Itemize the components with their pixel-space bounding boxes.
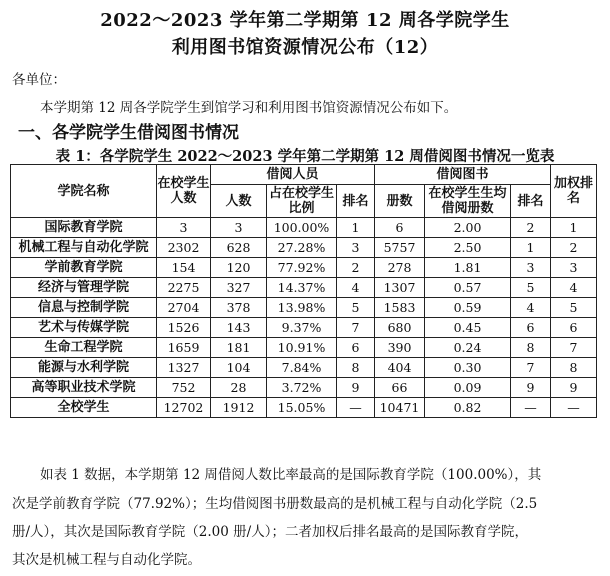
cell-volumes: 680 bbox=[375, 318, 425, 338]
cell-name: 机械工程与自动化学院 bbox=[11, 238, 157, 258]
summary-line-1: 如表 1 数据，本学期第 12 周借阅人数比率最高的是国际教育学院（100.00%），其 bbox=[40, 467, 542, 483]
cell-enrolled: 154 bbox=[157, 258, 211, 278]
cell-rank2: — bbox=[511, 398, 551, 418]
header-volumes: 册数 bbox=[375, 185, 425, 218]
table-caption: 表 1：各学院学生 2022～2023 学年第二学期第 12 周借阅图书情况一览表 bbox=[55, 148, 555, 165]
cell-name: 国际教育学院 bbox=[11, 218, 157, 238]
cell-avg: 0.57 bbox=[425, 278, 511, 298]
cell-enrolled: 1659 bbox=[157, 338, 211, 358]
cell-count: 120 bbox=[211, 258, 267, 278]
cell-volumes: 5757 bbox=[375, 238, 425, 258]
cell-ratio: 9.37% bbox=[267, 318, 337, 338]
header-borrowers-group: 借阅人员 bbox=[211, 165, 375, 185]
cell-rank2: 8 bbox=[511, 338, 551, 358]
cell-count: 378 bbox=[211, 298, 267, 318]
cell-avg: 1.81 bbox=[425, 258, 511, 278]
header-college: 学院名称 bbox=[11, 165, 157, 218]
cell-ratio: 100.00% bbox=[267, 218, 337, 238]
cell-volumes: 278 bbox=[375, 258, 425, 278]
cell-name: 经济与管理学院 bbox=[11, 278, 157, 298]
cell-avg: 0.59 bbox=[425, 298, 511, 318]
table-row bbox=[11, 258, 597, 278]
cell-rank2: 2 bbox=[511, 218, 551, 238]
cell-count: 104 bbox=[211, 358, 267, 378]
cell-name: 信息与控制学院 bbox=[11, 298, 157, 318]
cell-weighted: 4 bbox=[551, 278, 597, 298]
cell-weighted: 2 bbox=[551, 238, 597, 258]
summary-line-3: 册/人），其次是国际教育学院（2.00 册/人）；二者加权后排名最高的是国际教育学院， bbox=[12, 524, 528, 540]
cell-count: 143 bbox=[211, 318, 267, 338]
header-rank1: 排名 bbox=[337, 185, 375, 218]
summary-line-2: 次是学前教育学院（77.92%）；生均借阅图书册数最高的是机械工程与自动化学院（2.5 bbox=[12, 496, 538, 512]
table-row bbox=[11, 338, 597, 358]
cell-ratio: 14.37% bbox=[267, 278, 337, 298]
cell-volumes: 404 bbox=[375, 358, 425, 378]
page-subtitle: 利用图书馆资源情况公布（12） bbox=[171, 37, 439, 58]
cell-rank2: 7 bbox=[511, 358, 551, 378]
cell-name: 全校学生 bbox=[11, 398, 157, 418]
header-count: 人数 bbox=[211, 185, 267, 218]
cell-enrolled: 12702 bbox=[157, 398, 211, 418]
table-row bbox=[11, 398, 597, 418]
borrowing-table bbox=[10, 164, 597, 418]
cell-name: 能源与水利学院 bbox=[11, 358, 157, 378]
cell-avg: 2.50 bbox=[425, 238, 511, 258]
cell-rank1: 8 bbox=[337, 358, 375, 378]
cell-count: 1912 bbox=[211, 398, 267, 418]
cell-rank1: 1 bbox=[337, 218, 375, 238]
cell-avg: 2.00 bbox=[425, 218, 511, 238]
cell-name: 学前教育学院 bbox=[11, 258, 157, 278]
cell-name: 高等职业技术学院 bbox=[11, 378, 157, 398]
table-row bbox=[11, 218, 597, 238]
cell-ratio: 27.28% bbox=[267, 238, 337, 258]
cell-rank1: 5 bbox=[337, 298, 375, 318]
header-avg: 在校学生生均借阅册数 bbox=[425, 185, 511, 218]
table-row bbox=[11, 378, 597, 398]
cell-weighted: 5 bbox=[551, 298, 597, 318]
cell-volumes: 6 bbox=[375, 218, 425, 238]
summary-line-4: 其次是机械工程与自动化学院。 bbox=[12, 552, 201, 568]
cell-enrolled: 3 bbox=[157, 218, 211, 238]
cell-count: 181 bbox=[211, 338, 267, 358]
table-row bbox=[11, 238, 597, 258]
cell-name: 艺术与传媒学院 bbox=[11, 318, 157, 338]
cell-volumes: 10471 bbox=[375, 398, 425, 418]
cell-weighted: 9 bbox=[551, 378, 597, 398]
cell-rank1: 4 bbox=[337, 278, 375, 298]
salutation: 各单位： bbox=[12, 72, 66, 88]
cell-count: 628 bbox=[211, 238, 267, 258]
cell-rank1: 6 bbox=[337, 338, 375, 358]
cell-rank2: 5 bbox=[511, 278, 551, 298]
cell-enrolled: 1526 bbox=[157, 318, 211, 338]
header-books-group: 借阅图书 bbox=[375, 165, 551, 185]
cell-weighted: 7 bbox=[551, 338, 597, 358]
cell-avg: 0.09 bbox=[425, 378, 511, 398]
cell-ratio: 77.92% bbox=[267, 258, 337, 278]
cell-weighted: 3 bbox=[551, 258, 597, 278]
cell-rank1: 7 bbox=[337, 318, 375, 338]
cell-count: 3 bbox=[211, 218, 267, 238]
cell-weighted: 1 bbox=[551, 218, 597, 238]
table-row bbox=[11, 318, 597, 338]
cell-weighted: — bbox=[551, 398, 597, 418]
intro-paragraph: 本学期第 12 周各学院学生到馆学习和利用图书馆资源情况公布如下。 bbox=[40, 100, 458, 116]
cell-rank2: 1 bbox=[511, 238, 551, 258]
cell-ratio: 13.98% bbox=[267, 298, 337, 318]
cell-avg: 0.82 bbox=[425, 398, 511, 418]
cell-ratio: 3.72% bbox=[267, 378, 337, 398]
cell-rank1: 2 bbox=[337, 258, 375, 278]
cell-avg: 0.24 bbox=[425, 338, 511, 358]
cell-count: 327 bbox=[211, 278, 267, 298]
header-ratio: 占在校学生比例 bbox=[267, 185, 337, 218]
cell-enrolled: 1327 bbox=[157, 358, 211, 378]
header-rank2: 排名 bbox=[511, 185, 551, 218]
cell-avg: 0.30 bbox=[425, 358, 511, 378]
cell-ratio: 10.91% bbox=[267, 338, 337, 358]
cell-enrolled: 2302 bbox=[157, 238, 211, 258]
header-weighted-rank: 加权排名 bbox=[551, 165, 597, 218]
cell-enrolled: 2275 bbox=[157, 278, 211, 298]
cell-volumes: 390 bbox=[375, 338, 425, 358]
cell-weighted: 6 bbox=[551, 318, 597, 338]
cell-name: 生命工程学院 bbox=[11, 338, 157, 358]
section-heading: 一、各学院学生借阅图书情况 bbox=[18, 123, 239, 143]
table-row bbox=[11, 298, 597, 318]
cell-ratio: 15.05% bbox=[267, 398, 337, 418]
cell-rank2: 6 bbox=[511, 318, 551, 338]
cell-weighted: 8 bbox=[551, 358, 597, 378]
cell-volumes: 1583 bbox=[375, 298, 425, 318]
cell-rank1: 3 bbox=[337, 238, 375, 258]
cell-enrolled: 752 bbox=[157, 378, 211, 398]
cell-count: 28 bbox=[211, 378, 267, 398]
cell-rank2: 4 bbox=[511, 298, 551, 318]
cell-rank2: 3 bbox=[511, 258, 551, 278]
cell-enrolled: 2704 bbox=[157, 298, 211, 318]
cell-volumes: 1307 bbox=[375, 278, 425, 298]
table-row bbox=[11, 358, 597, 378]
cell-volumes: 66 bbox=[375, 378, 425, 398]
header-enrolled: 在校学生人数 bbox=[157, 165, 211, 218]
cell-ratio: 7.84% bbox=[267, 358, 337, 378]
cell-rank1: — bbox=[337, 398, 375, 418]
cell-rank2: 9 bbox=[511, 378, 551, 398]
page-title: 2022～2023 学年第二学期第 12 周各学院学生 bbox=[100, 10, 510, 31]
cell-avg: 0.45 bbox=[425, 318, 511, 338]
cell-rank1: 9 bbox=[337, 378, 375, 398]
table-row bbox=[11, 278, 597, 298]
